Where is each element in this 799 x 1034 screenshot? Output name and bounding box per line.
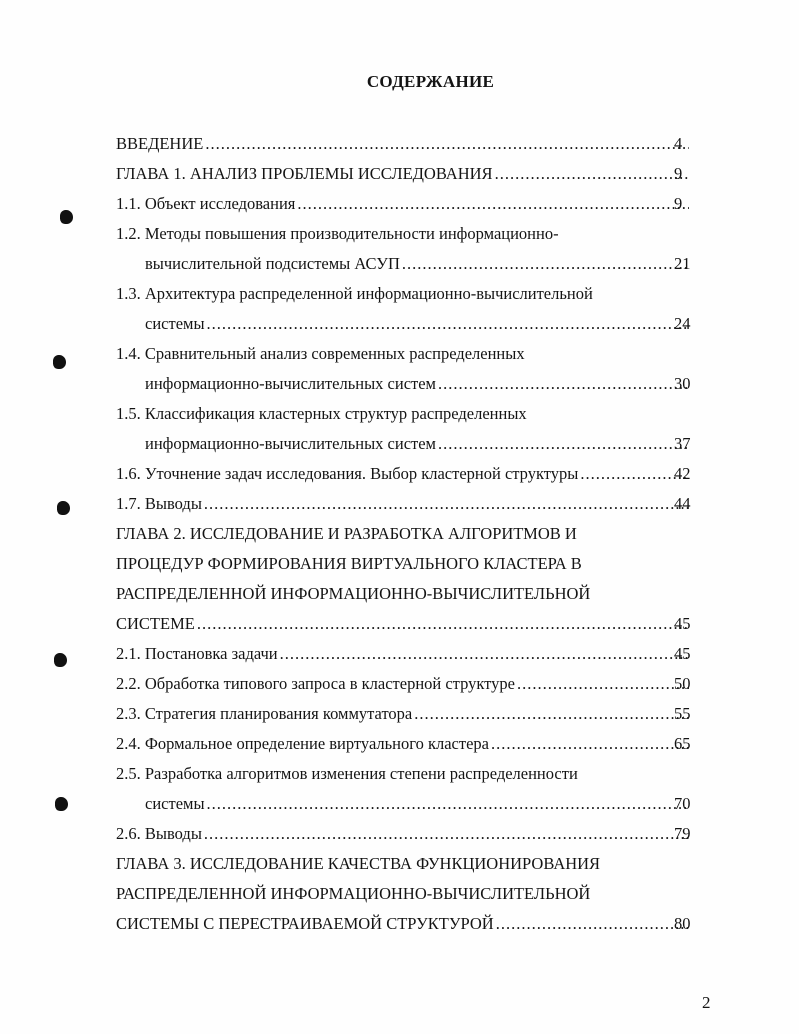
toc-entry-text: 1.4. Сравнительный анализ современных распределенных bbox=[116, 344, 525, 363]
toc-entry-text: 1.3. Архитектура распределенной информационно-вычислительной bbox=[116, 284, 593, 303]
toc-entry-text: 2.1. Постановка задачи bbox=[116, 644, 278, 663]
toc-page-number: 70 bbox=[674, 794, 691, 813]
toc-entry-text: информационно-вычислительных систем bbox=[145, 374, 436, 393]
toc-entry bbox=[0, 313, 799, 343]
toc-page-number: 44 bbox=[674, 494, 691, 513]
toc-entry bbox=[0, 253, 799, 283]
toc-entry-text: 1.2. Методы повышения производительности информационно- bbox=[116, 224, 559, 243]
toc-entry bbox=[0, 823, 799, 853]
toc-entry-line bbox=[0, 553, 799, 583]
toc-entry bbox=[0, 193, 799, 223]
scan-smudge bbox=[54, 653, 67, 667]
toc-entry-line bbox=[0, 523, 799, 553]
toc-entry-text: 1.5. Классификация кластерных структур распределенных bbox=[116, 404, 527, 423]
toc-page-number: 45 bbox=[674, 614, 691, 633]
toc-page-number: 65 bbox=[674, 734, 691, 753]
toc-entry-line bbox=[0, 763, 799, 793]
toc-entry-line bbox=[0, 343, 799, 373]
toc-entry bbox=[0, 463, 799, 493]
toc-entry-text: 1.6. Уточнение задач исследования. Выбор кластерной структуры bbox=[116, 464, 579, 483]
toc-entry bbox=[0, 673, 799, 703]
toc-page-number: 45 bbox=[674, 644, 691, 663]
toc-entry bbox=[0, 643, 799, 673]
toc-entry bbox=[0, 373, 799, 403]
toc-page-number: 9 bbox=[674, 194, 683, 213]
toc-page-number: 42 bbox=[674, 464, 691, 483]
toc-entry bbox=[0, 913, 799, 943]
toc-entry-text: ГЛАВА 3. ИССЛЕДОВАНИЕ КАЧЕСТВА ФУНКЦИОНИРОВАНИЯ bbox=[116, 854, 601, 873]
toc-entry-line bbox=[0, 403, 799, 433]
toc-entry-text: 2.5. Разработка алгоритмов изменения степени распределенности bbox=[116, 764, 578, 783]
toc-entry-line bbox=[0, 583, 799, 613]
table-of-contents bbox=[0, 133, 799, 943]
toc-entry-text: 1.7. Выводы bbox=[116, 494, 202, 513]
toc-entry-text: РАСПРЕДЕЛЕННОЙ ИНФОРМАЦИОННО-ВЫЧИСЛИТЕЛЬНОЙ bbox=[116, 584, 591, 603]
toc-page-number: 4 bbox=[674, 134, 683, 153]
page-number: 2 bbox=[702, 993, 711, 1012]
toc-page-number: 21 bbox=[674, 254, 691, 273]
toc-entry-text: СИСТЕМЫ С ПЕРЕСТРАИВАЕМОЙ СТРУКТУРОЙ bbox=[116, 914, 494, 933]
scan-smudge bbox=[57, 501, 70, 515]
toc-page-number: 37 bbox=[674, 434, 691, 453]
toc-entry-text: 2.3. Стратегия планирования коммутатора bbox=[116, 704, 413, 723]
scan-smudge bbox=[60, 210, 73, 224]
toc-page-number: 80 bbox=[674, 914, 691, 933]
toc-entry-line bbox=[0, 853, 799, 883]
toc-entry-text: информационно-вычислительных систем bbox=[145, 434, 436, 453]
toc-page-number: 24 bbox=[674, 314, 691, 333]
toc-entry bbox=[0, 793, 799, 823]
toc-entry-text: 2.4. Формальное определение виртуального кластера bbox=[116, 734, 489, 753]
toc-entry-text: 2.2. Обработка типового запроса в кластерной структуре bbox=[116, 674, 515, 693]
toc-entry-text: РАСПРЕДЕЛЕННОЙ ИНФОРМАЦИОННО-ВЫЧИСЛИТЕЛЬНОЙ bbox=[116, 884, 591, 903]
toc-page-number: 55 bbox=[674, 704, 691, 723]
toc-entry bbox=[0, 493, 799, 523]
toc-entry-text: ГЛАВА 1. АНАЛИЗ ПРОБЛЕМЫ ИССЛЕДОВАНИЯ bbox=[116, 164, 493, 183]
toc-entry-line bbox=[0, 883, 799, 913]
toc-entry bbox=[0, 163, 799, 193]
toc-entry bbox=[0, 133, 799, 163]
toc-entry-text: ВВЕДЕНИЕ bbox=[116, 134, 204, 153]
toc-entry bbox=[0, 703, 799, 733]
toc-entry-text: системы bbox=[145, 314, 205, 333]
toc-page-number: 79 bbox=[674, 824, 691, 843]
toc-entry-text: 1.1. Объект исследования bbox=[116, 194, 296, 213]
scan-smudge bbox=[55, 797, 68, 811]
toc-entry-text: 2.6. Выводы bbox=[116, 824, 202, 843]
toc-page-number: 9 bbox=[674, 164, 683, 183]
toc-entry-text: вычислительной подсистемы АСУП bbox=[145, 254, 400, 273]
toc-page-number: 50 bbox=[674, 674, 691, 693]
toc-entry-text: ГЛАВА 2. ИССЛЕДОВАНИЕ И РАЗРАБОТКА АЛГОРИТМОВ И bbox=[116, 524, 577, 543]
page-title: СОДЕРЖАНИЕ bbox=[366, 72, 495, 91]
toc-entry bbox=[0, 613, 799, 643]
toc-entry bbox=[0, 433, 799, 463]
toc-entry-text: ПРОЦЕДУР ФОРМИРОВАНИЯ ВИРТУАЛЬНОГО КЛАСТЕРА В bbox=[116, 554, 582, 573]
toc-page-number: 30 bbox=[674, 374, 691, 393]
toc-entry bbox=[0, 733, 799, 763]
toc-entry-line bbox=[0, 283, 799, 313]
toc-entry-text: системы bbox=[145, 794, 205, 813]
toc-entry-line bbox=[0, 223, 799, 253]
scan-smudge bbox=[53, 355, 66, 369]
toc-entry-text: СИСТЕМЕ bbox=[116, 614, 195, 633]
